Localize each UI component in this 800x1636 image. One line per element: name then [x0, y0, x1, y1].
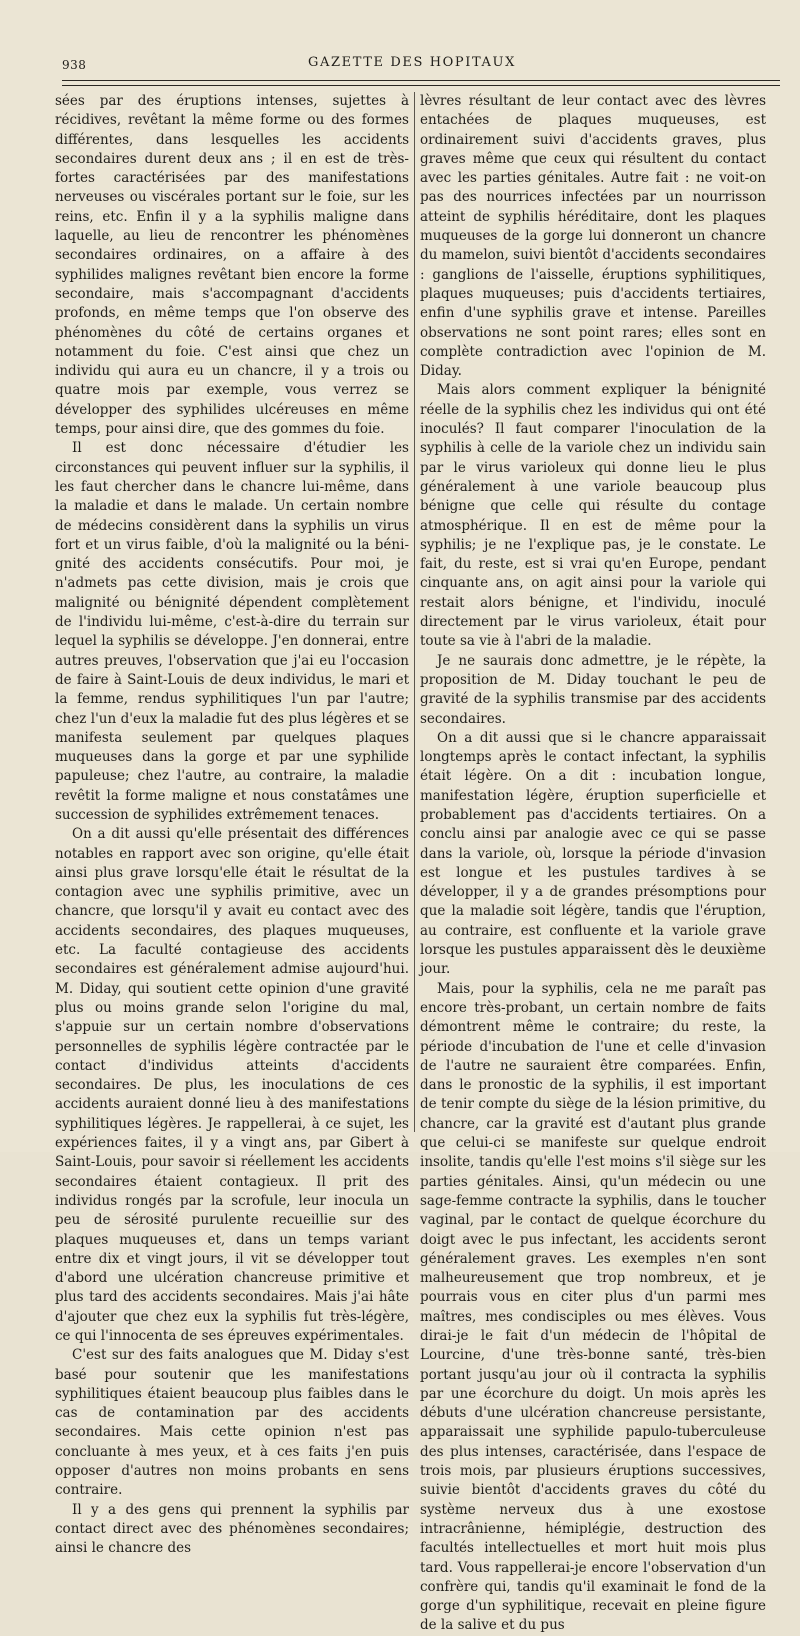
paragraph: On a dit aussi que si le chancre apparaissait longtemps après le contact infectant, la syphilis était légère. On a dit : incubation longue, manifestation légère, éruption superficielle et probablement pas d'accidents tertiaires. On a conclu ainsi par analogie avec ce qui se passe dans la variole, où, lorsque la période d'invasion est longue et les pustules tardives à se développer, il y a de grandes présomptions pour que la maladie soit légère, tandis que l'éruption, au contraire, est confluente et la variole grave lorsque les pustules apparaissent dès le deuxième jour.: [420, 729, 766, 978]
page-number: 938: [62, 58, 87, 72]
journal-title: GAZETTE DES HOPITAUX: [308, 55, 516, 70]
page-header: [62, 55, 762, 80]
paragraph: Il est donc nécessaire d'étudier les circonstances qui peuvent influer sur la syphilis, il les faut chercher dans le chancre lui-même, dans la maladie et dans le malade. Un certain nombre de médecins considèrent dans la syphilis un virus fort et un virus faible, d'où la malignité ou la bénignité des accidents consécutifs. Pour moi, je n'admets pas cette division, mais je crois que malignité ou bénignité dépendent complètement de l'individu lui-même, c'est-à-dire du terrain sur lequel la syphilis se développe. J'en donnerai, entre autres preuves, l'observation que j'ai eu l'occasion de faire à Saint-Louis de deux individus, le mari et la femme, rendus syphilitiques l'un par l'autre; chez l'un d'eux la maladie fut des plus légères et se manifesta seulement par quelques plaques muqueuses dans la gorge et par une syphilide papuleuse; chez l'autre, au contraire, la maladie revêtit la forme maligne et nous constatâmes une succession de syphilides extrêmement tenaces.: [55, 440, 409, 823]
paragraph: C'est sur des faits analogues que M. Diday s'est basé pour soutenir que les manifestations syphilitiques étaient beaucoup plus faibles dans le cas de contamination par des accidents secondaires. Mais cette opinion n'est pas concluante à mes yeux, et à ces faits j'en puis opposer d'autres non moins probants en sens contraire.: [55, 1347, 409, 1499]
column-divider: [414, 92, 415, 1132]
paragraph: Je ne saurais donc admettre, je le répète, la proposition de M. Diday touchant le peu de gravité de la syphilis transmise par des accidents secondaires.: [420, 652, 766, 727]
header-rule-thick: [62, 80, 780, 81]
left-column: [55, 92, 409, 1559]
paragraph: On a dit aussi qu'elle présentait des différences notables en rapport avec son origine, qu'elle était ainsi plus grave lorsqu'elle était le résultat de la contagion avec une syphilis primitive, avec un chancre, que lorsqu'il y avait eu contact avec des accidents secondaires, des plaques muqueuses, etc. La faculté contagieuse des accidents secondaires est généralement admise aujourd'hui. M. Diday, qui soutient cette opinion d'une gravité plus ou moins grande selon l'origine du mal, s'appuie sur un certain nombre d'observations personnelles de syphilis légère contractée par le contact d'individus atteints d'accidents secondaires. De plus, les inoculations de ces accidents auraient donné lieu à des manifestations syphilitiques légères. Je rappellerai, à ce sujet, les expériences faites, il y a vingt ans, par Gibert à Saint-Louis, pour savoir si réellement les accidents secondaires étaient contagieux. Il prit des individus rongés par la scrofule, leur inocula un peu de sérosité purulente recueillie sur des plaques muqueuses et, dans un temps variant entre dix et vingt jours, il vit se développer tout d'abord une ulcération chancreuse primitive et plus tard des accidents secondaires. Mais j'ai hâte d'ajouter que chez eux la syphilis fut très-légère, ce qui l'innocenta de ses épreuves expérimentales.: [55, 826, 409, 1344]
paragraph: lèvres résultant de leur contact avec des lèvres entachées de plaques muqueuses, est ordinairement suivi d'accidents graves, plus graves même que ceux qui résultent du contact avec les parties génitales. Autre fait : ne voit-on pas des nourrices infectées par un nourrisson atteint de syphilis héréditaire, dont les plaques muqueuses de la gorge lui donneront un chancre du mamelon, suivi bientôt d'accidents secondaires : ganglions de l'aisselle, éruptions syphilitiques, plaques muqueuses; puis d'accidents tertiaires, enfin d'une syphilis grave et intense. Pareilles observations ne sont point rares; elles sont en complète contradiction avec l'opinion de M. Diday.: [420, 93, 766, 380]
paragraph: Mais, pour la syphilis, cela ne me paraît pas encore très-probant, un certain nombre de faits démontrent même le contraire; du reste, la période d'incubation de l'une et celle d'invasion de l'autre ne sauraient être comparées. Enfin, dans le pronostic de la syphilis, il est important de tenir compte du siège de la lésion primitive, du chancre, car la gravité est d'autant plus grande que celui-ci se manifeste sur quelque endroit insolite, tandis qu'elle l'est moins s'il siège sur les parties génitales. Ainsi, qu'un médecin ou une sage-femme contracte la syphilis, dans le toucher vaginal, par le contact de quelque écorchure du doigt avec le pus infectant, les accidents seront généralement graves. Les exemples n'en sont malheureusement que trop nombreux, et je pourrais vous en citer plus d'un parmi mes maîtres, mes condisciples ou mes élèves. Vous dirai-je le fait d'un médecin de l'hôpital de Lourcine, d'une très-bonne santé, très-bien portant jusqu'au jour où il contracta la syphilis par une écorchure du doigt. Un mois après les débuts d'une ulcération chancreuse persistante, apparaissait une syphilide papulo-tuberculeuse des plus intenses, caractérisée, dans l'espace de trois mois, par plusieurs éruptions successives, suivie bientôt d'accidents graves du côté du système nerveux dus à une exostose intracrânienne, hémiplégie, destruction des facultés intellectuelles et mort huit mois plus tard. Vous rappellerai-je encore l'observation d'un confrère qui, tandis qu'il examinait le fond de la gorge d'un syphilitique, recevait en pleine figure de la salive et du pus: [420, 980, 766, 1634]
paragraph: Il y a des gens qui prennent la syphilis par contact direct avec des phénomènes secondaires; ainsi le chancre des: [55, 1501, 409, 1557]
paragraph: sées par des éruptions intenses, sujettes à récidives, revêtant la même forme ou des formes différentes, dans lesquelles les accidents secondaires durent deux ans ; il en est de très-fortes caractérisées par des manifestations nerveuses ou viscérales portant sur le foie, sur les reins, etc. Enfin il y a la syphilis maligne dans laquelle, au lieu de rencontrer les phénomènes secondaires ordinaires, on a affaire à des syphilides malignes revêtant bien encore la forme secondaire, mais s'accompagnant d'accidents profonds, en même temps que l'on observe des phénomènes du côté de certains organes et notamment du foie. C'est ainsi que chez un individu qui aura eu un chancre, il y a trois ou quatre mois par exemple, vous verrez se développer des syphilides ulcéreuses en même temps, pour ainsi dire, que des gommes du foie.: [55, 93, 409, 438]
header-rule-thin: [62, 85, 780, 86]
paragraph: Mais alors comment expliquer la bénignité réelle de la syphilis chez les individus qui ont été inoculés? Il faut comparer l'inoculation de la syphilis à celle de la variole chez un individu sain par le virus varioleux qui donne lieu le plus généralement à une variole beaucoup plus bénigne que celle qui résulte du contage atmosphérique. Il en est de même pour la syphilis; je ne l'explique pas, je le constate. Le fait, du reste, est si vrai qu'en Europe, pendant cinquante ans, on agit ainsi pour la variole qui restait alors bénigne, et l'individu, inoculé directement par le virus varioleux, était pour toute sa vie à l'abri de la maladie.: [420, 382, 766, 650]
right-column: [420, 92, 766, 1636]
